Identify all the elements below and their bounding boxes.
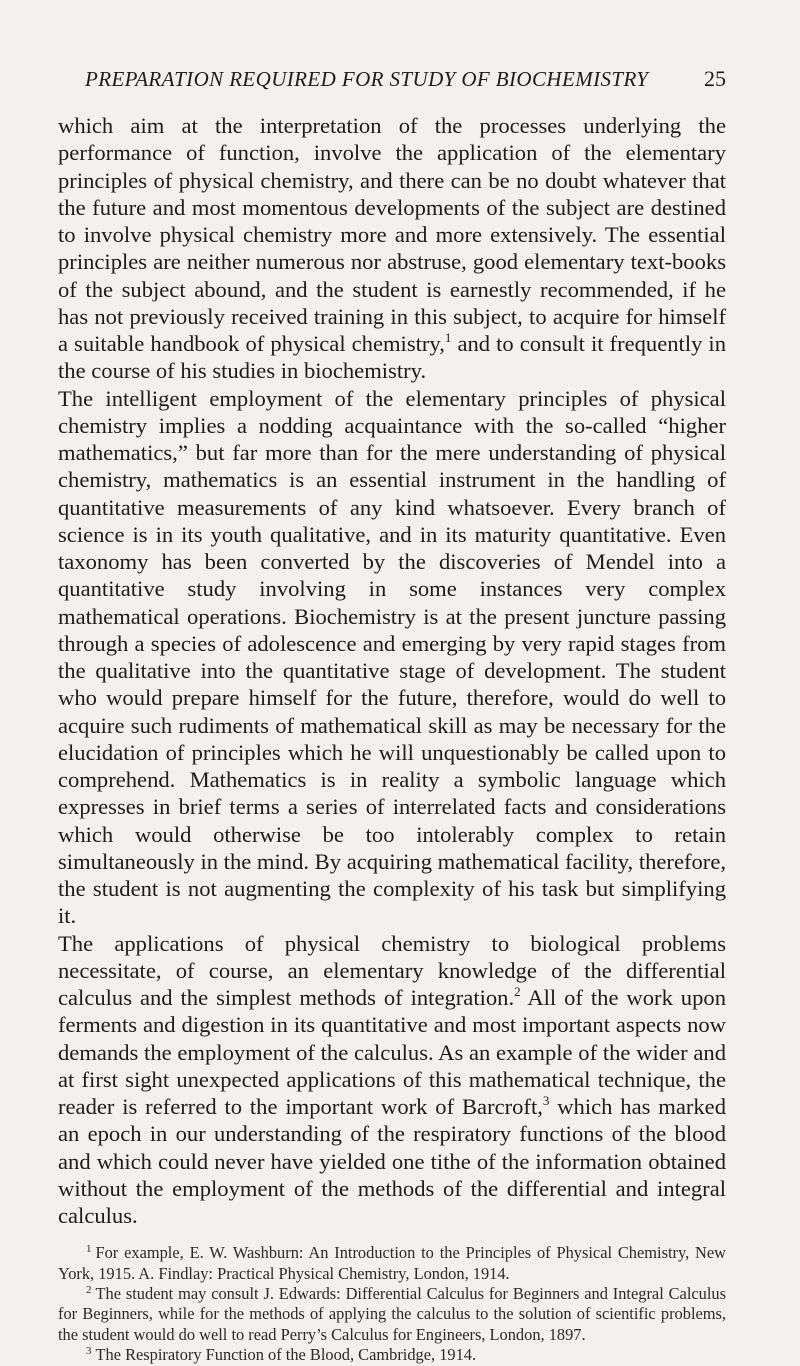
paragraph-text: and to consult it frequently in the course of his studies in biochemistry.	[58, 331, 727, 384]
footnote-mark: 3	[86, 1345, 92, 1358]
footnote-mark: 2	[86, 1284, 92, 1297]
footnote	[58, 1284, 726, 1345]
paragraph-text: which aim at the interpretation of the processes underlying the performance of function, involve the application of the elementary principles of physical chemistry, and there can be no doubt whatever that the future and most momentous developments of the subject are destined to involve physical chemistry more and more extensively. The essential principles are neither numerous nor abstruse, good elementary text-books of the subject abound, and the student is earnestly recommended, if he has not previously received training in this subject, to acquire for himself a suitable handbook of physical chemistry,	[58, 113, 726, 356]
footnote-reference: 1	[444, 330, 452, 345]
footnote	[58, 1345, 726, 1365]
paragraph-text: All of the work upon ferments and digestion in its quantitative and most important aspects now demands the employment of the calculus. As an example of the wider and at first sight unexpected applications of this mathematical technique, the reader is referred to the important work of Barcroft,	[58, 985, 726, 1119]
footnote-mark: 1	[86, 1243, 92, 1256]
page-number: 25	[704, 66, 726, 91]
paragraph-text: The applications of physical chemistry to biological problems necessitate, of course, an elementary knowledge of the differential calculus and the simplest methods of integration.	[58, 930, 726, 1010]
paragraph	[58, 112, 726, 385]
footnote-text: The Respiratory Function of the Blood, Cambridge, 1914.	[95, 1345, 477, 1365]
book-page	[58, 66, 726, 1366]
paragraph-text: which has marked an epoch in our understanding of the respiratory functions of the blood and which could never have yielded one tithe of the information obtained without the employment of the methods of the differential and integral calculus.	[58, 1094, 726, 1228]
running-head	[58, 66, 726, 92]
paragraph-text: The intelligent employment of the elementary principles of physical chemistry implies a nodding acquaintance with the so-called “higher mathematics,” but far more than for the mere understanding of physical chemistry, mathematics is an essential instrument in the handling of quantitative measurements of any kind whatsoever. Every branch of science is in its youth qualitative, and in its maturity quantitative. Even taxonomy has been converted by the discoveries of Mendel into a quantitative study involving in some instances very complex mathematical operations. Biochemistry is at the present juncture passing through a species of adolescence and emerging by very rapid stages from the qualitative into the quantitative stage of development. The student who would prepare himself for the future, therefore, would do well to acquire such rudiments of mathematical skill as may be necessary for the elucidation of principles which he will unquestionably be called upon to comprehend. Mathematics is in reality a symbolic language which expresses in brief terms a series of interrelated facts and considerations which would otherwise be too intolerably complex to retain simultaneously in the mind. By acquiring mathematical facility, therefore, the student is not augmenting the complexity of his task but simplifying it.	[58, 385, 726, 929]
footnotes	[58, 1243, 726, 1365]
body-text	[58, 112, 726, 1229]
footnote-text: For example, E. W. Washburn: An Introduction to the Principles of Physical Chemistry, New York, 1915. A. Findlay: Practical Physical Chemistry, London, 1914.	[58, 1243, 726, 1283]
paragraph	[58, 385, 726, 930]
footnote-reference: 3	[542, 1093, 550, 1108]
paragraph	[58, 930, 726, 1230]
running-head-title: PREPARATION REQUIRED FOR STUDY OF BIOCHEMISTRY	[85, 67, 649, 91]
footnote	[58, 1243, 726, 1284]
footnote-reference: 2	[514, 984, 521, 999]
footnote-text: The student may consult J. Edwards: Differential Calculus for Beginners and Integral Calculus for Beginners, while for the methods of applying the calculus to the solution of scientific problems, the student would do well to read Perry’s Calculus for Engineers, London, 1897.	[58, 1284, 726, 1344]
